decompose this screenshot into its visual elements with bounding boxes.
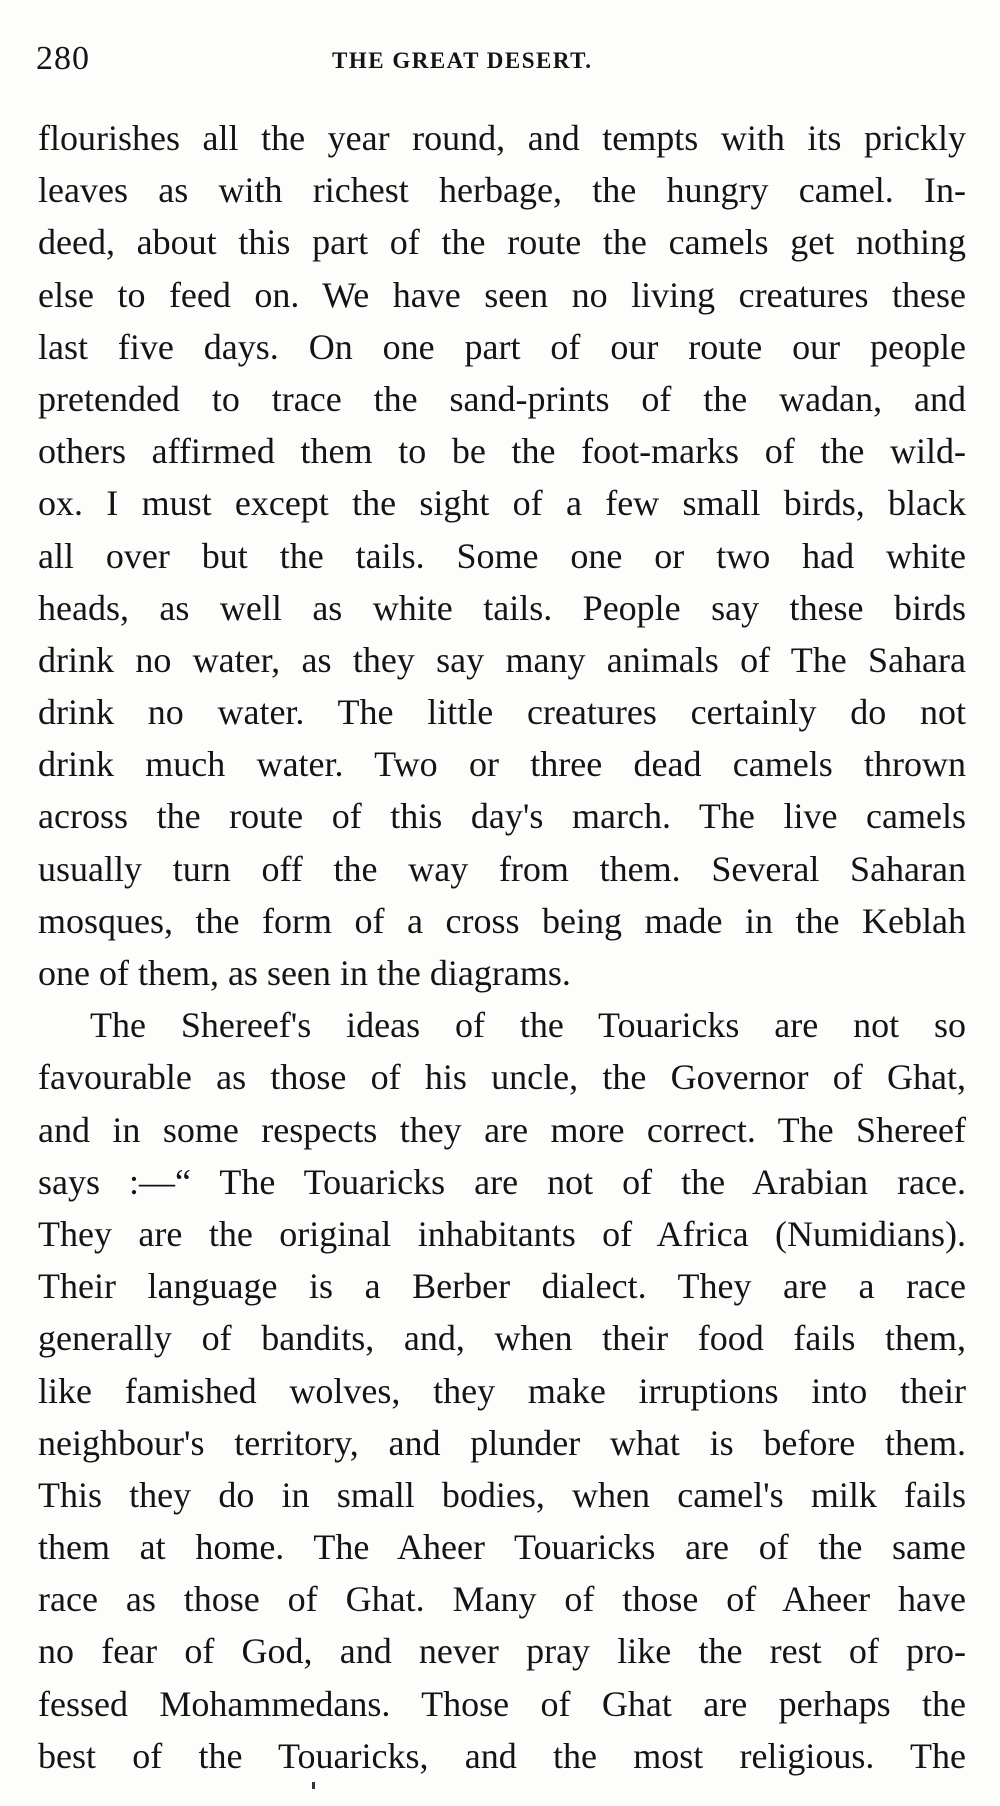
text-line: flourishes all the year round, and tempts with its prickly <box>38 118 966 158</box>
text-line: across the route of this day's march. The live camels <box>38 796 966 837</box>
text-line: drink no water, as they say many animals of The Sahara <box>38 639 966 680</box>
text-line: fessed Mohammedans. Those of Ghat are perhaps the <box>38 1683 966 1724</box>
ink-speck <box>312 1782 315 1789</box>
text-line: them at home. The Aheer Touaricks are of the same <box>38 1527 966 1568</box>
running-head: THE GREAT DESERT. <box>332 48 593 73</box>
text-line: They are the original inhabitants of Africa (Numidians). <box>38 1213 966 1254</box>
text-line: others affirmed them to be the foot-marks of the wild- <box>38 431 966 472</box>
text-line: favourable as those of his uncle, the Governor of Ghat, <box>38 1057 966 1098</box>
text-line: heads, as well as white tails. People say these birds <box>38 587 966 628</box>
text-line: drink no water. The little creatures certainly do not <box>38 692 966 733</box>
text-line: no fear of God, and never pray like the rest of pro- <box>38 1631 966 1672</box>
text-line: usually turn off the way from them. Several Saharan <box>38 848 966 889</box>
text-line: else to feed on. We have seen no living creatures these <box>38 274 966 315</box>
page-header <box>36 34 966 84</box>
body-text <box>38 112 966 1782</box>
text-line: all over but the tails. Some one or two had white <box>38 535 966 576</box>
text-line: race as those of Ghat. Many of those of Aheer have <box>38 1579 966 1620</box>
paragraph-end-line: one of them, as seen in the diagrams. <box>38 953 571 993</box>
text-line: This they do in small bodies, when camel's milk fails <box>38 1474 966 1515</box>
text-line: neighbour's territory, and plunder what is before them. <box>38 1422 966 1463</box>
text-line: last five days. On one part of our route our people <box>38 326 966 367</box>
text-line: drink much water. Two or three dead camels thrown <box>38 744 966 785</box>
text-line: like famished wolves, they make irruptions into their <box>38 1370 966 1411</box>
text-line: and in some respects they are more correct. The Shereef <box>38 1109 966 1150</box>
text-line: Their language is a Berber dialect. They are a race <box>38 1266 966 1307</box>
text-line: mosques, the form of a cross being made in the Keblah <box>38 900 966 941</box>
text-line: ox. I must except the sight of a few small birds, black <box>38 483 966 524</box>
page-number: 280 <box>36 40 90 77</box>
text-line: says :—“ The Touaricks are not of the Arabian race. <box>38 1161 966 1202</box>
text-line: generally of bandits, and, when their food fails them, <box>38 1318 966 1359</box>
paragraph-start-line: The Shereef's ideas of the Touaricks are not so <box>90 1005 966 1046</box>
text-line: pretended to trace the sand-prints of the wadan, and <box>38 378 966 419</box>
text-line: best of the Touaricks, and the most religious. The <box>38 1735 966 1776</box>
text-line: deed, about this part of the route the camels get nothing <box>38 222 966 263</box>
text-line: leaves as with richest herbage, the hungry camel. In- <box>38 170 966 211</box>
